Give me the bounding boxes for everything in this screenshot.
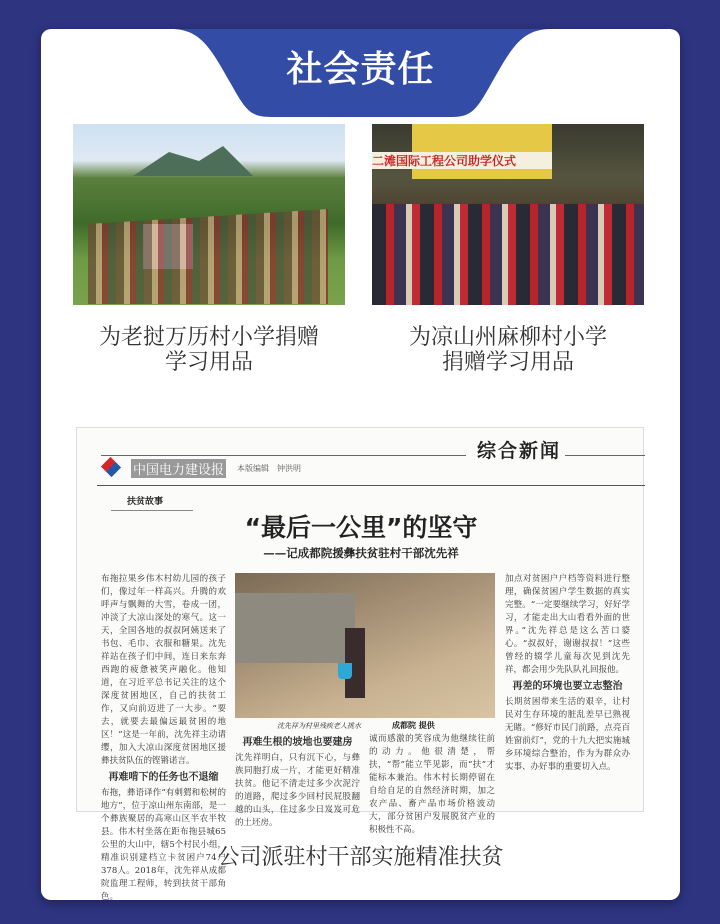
ceremony-banner: 二滩国际工程公司助学仪式 [372,152,552,169]
article-column-2: 再难生根的坡地也要建房 沈先祥明白，只有沉下心，与彝族同胞打成一片，才能更好精准扶贫。他记不清走过多少次泥泞的道路，爬过多少回村民屁股翻越的山头，住过多少日岌岌可危的土坯房。 [235,737,360,828]
newspaper-caption: 公司派驻村干部实施精准扶贫 [217,845,504,870]
photo-caption-laos: 为老挝万历村小学捐赠 学习用品 [98,325,319,375]
article-column-1: 布拖拉果乡伟木村幼儿园的孩子们，像过年一样高兴。升腾的欢呼声与飘舞的大雪，卷成一团，冲淡了大凉山深处的寒气。这一天，全国各地的叔叔阿姨送来了书包、毛巾、衣服和糖果。沈先祥站在孩子们中间，连日来东奔西跑的疲惫被笑声融化。他知道，在习近平总书记关注的这个深度贫困地区，自己的扶贫工作，又向前迈进了一大步。“要去，就要去最偏远最贫困的地区！”这是一年前，沈先祥主动请缨，加入大凉山深度贫困地区援彝扶贫队伍的铿锵诺言。 再难啃下的任务也不退缩 布拖，彝语译作“有刺猬和松树的地方”，位于凉山州东南部，是一个彝族聚居的高寒山区半农半牧县。伟木村坐落在距布拖县城65公里的大山中，辖5个村民小组，精准识别建档立卡贫困户74户378人。2018年，沈先祥从成都院监理工程师，转到扶贫干部角色。 [101,574,226,902]
newspaper-masthead: 中国电力建设报 [131,459,226,478]
newspaper-section: 综合新闻 [477,440,562,462]
photo-caption: 沈先祥为村里残疾老人挑水 [277,722,361,730]
photo-liangshan-donation [372,124,644,305]
article-column-4: 加点对贫困户户档等资料进行整理，确保贫困户学生数据的真实完整。“一定要继续学习，好好学习，才能走出大山看看外面的世界。”沈先祥总是这么苦口婆心。“叔叔好，谢谢叔叔！”这些曾经的辍学儿童每次见到沈先祥，都会用少先队队礼回报他。 再差的环境也要立志整治 长期贫困带来生活的艰辛，让村民对生存环境的脏乱差早已熟视无睹。“修好市民门前路，点亮百姓窗前灯”，党的十九大把实施城乡环境综合整治，作为为群众办实事、办好事的重要切入点。 [505,574,630,772]
photo-laos-donation [73,124,345,305]
photo-caption-liangshan: 为凉山州麻柳村小学 捐赠学习用品 [408,325,607,375]
article-photo [235,573,495,718]
photo-credit: 成都院 提供 [392,720,435,730]
page-title: 社会责任 [286,49,435,90]
newspaper-logo-icon [101,457,121,477]
content-card [41,29,680,900]
column-tag: 扶贫故事 [111,494,193,511]
newspaper-editor: 本版编辑 钟洪明 [237,464,301,473]
subheadline: ——记成都院援彝扶贫驻村干部沈先祥 [263,546,459,560]
article-column-3: 诚而感激的笑容成为他继续往前的动力。他很清楚，帮扶，“帮”能立竿见影，而“扶”才能标本兼治。伟木村长期停留在自给自足的自然经济时期，加之农产品、畜产品市场价格波动大，部分贫困户发展脱贫产业的积极性不高。 [369,734,495,835]
headline: “最后一公里”的坚守 [244,513,478,542]
